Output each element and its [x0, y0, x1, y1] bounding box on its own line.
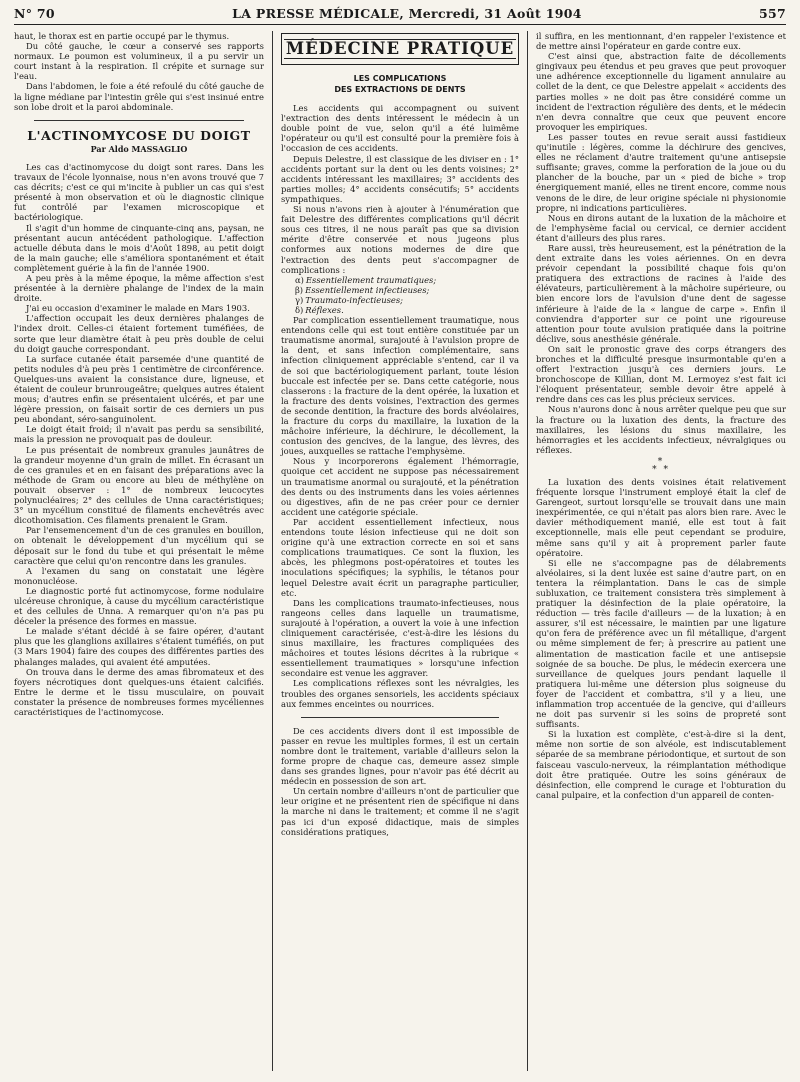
paragraph: J'ai eu occasion d'examiner le malade en Mars 1903. — [26, 303, 250, 314]
paragraph: Il s'agit d'un homme de cinquante-cinq ans, paysan, ne présentant aucun antécédent pathologique. L'affection actuelle débuta dans le mois d'Août 1898, au petit doigt de la main gauche; elle s'améliora spontanément et était complètement guérie à la fin de l'année 1900. — [14, 222, 264, 273]
newspaper-title: LA PRESSE MÉDICALE, Mercredi, 31 Août 1904 — [232, 6, 582, 21]
paragraph: Depuis Delestre, il est classique de les diviser en : 1° accidents portant sur la dent ou les dents voisines; 2° accidents intéressant les maxillaires; 3° accidents des parties molles; 4° accidents consécutifs; 5° accidents sympathiques. — [280, 153, 520, 204]
section-title: MÉDECINE PRATIQUE — [285, 39, 515, 58]
columns — [14, 31, 786, 1071]
list-item: δ) Réflexes. — [294, 304, 344, 315]
paragraph: Un certain nombre d'ailleurs n'ont de particulier que leur origine et ne présentent rien de spécifique ni dans la marche ni dans le traitement; et comme il ne s'agit pas ici d'un exposé didactique, mais de simples considérations pratiques, — [280, 786, 520, 837]
column-middle — [272, 31, 528, 1071]
paragraph: Dans l'abdomen, le foie a été refoulé du côté gauche de la ligne médiane par l'intestin grêle qui s'est insinué entre son lobe droit et la paroi abdominale. — [14, 81, 264, 112]
paragraph: La luxation des dents voisines était relativement fréquente lorsque l'instrument employé était la clef de Garengeot, surtout lorsqu'elle se trouvait dans une main inexpérimentée, ce qui n'était pas alors bien rare. Avec le davier méthodiquement manié, elle est tout à fait exceptionnelle, mais elle peut cependant se produire, même sans qu'il y ait à proprement parler faute opératoire. — [536, 476, 786, 558]
paragraph: A l'examen du sang on constatait une légère mononucléose. — [14, 565, 264, 586]
paragraph: Par l'ensemencement d'un de ces granules en bouillon, on obtenait le développement d'un mycélium qui se déposait sur le fond du tube et qui présentait le même caractère que celui qu'on rencontre dans les granules. — [14, 525, 264, 566]
paragraph: Le diagnostic porté fut actinomycose, forme nodulaire ulcéreuse chronique, à cause du mycélium caractéristique et des cellules de Unna. A remarquer qu'on n'a pas pu déceler la présence des formes en massue. — [14, 585, 264, 627]
list-item: β) Essentiellement infectieuses; — [294, 284, 430, 295]
paragraph: il suffira, en les mentionnant, d'en rappeler l'existence et de mettre ainsi l'opérateur en garde contre eux. — [536, 31, 786, 52]
paragraph: La surface cutanée était parsemée d'une quantité de petits nodules d'à peu près 1 centimètre de circonférence. Quelques-uns avaient la consistance dure, ligneuse, et étaient de couleur brunrougeâtre; quelques autres étaient mous; d'autres enfin se présentaient ulcérés, et par une légère pression, on faisait sortir de ces derniers un pus peu abondant, séro-sanguinolent. — [14, 353, 264, 425]
paragraph: De ces accidents divers dont il est impossible de passer en revue les multiples formes, il est un certain nombre dont le traitement, variable d'ailleurs selon la forme propre de chaque cas, demeure assez simple dans ses grandes lignes, pour n'avoir pas été décrit au médecin en possession de son art. — [280, 725, 520, 787]
subtitle-line: LES COMPLICATIONS — [353, 74, 447, 84]
paragraph: Nous en dirons autant de la luxation de la mâchoire et de l'emphysème facial ou cervical, ce dernier accident étant d'ailleurs des plus rares. — [536, 212, 786, 243]
paragraph: Les passer toutes en revue serait aussi fastidieux qu'inutile : légères, comme la déchirure des gencives, elles ne réclament d'autre traitement qu'une antisepsie suffisante; graves, comme la perforation de la joue ou du plancher de la bouche, par un « pied de biche » trop énergiquement manié, elles ne tirent encore, comme nous venons de le dire, de leur origine spéciale ni physionomie propre, ni indications particulières. — [536, 131, 786, 213]
section-separator-asterisks: * * * — [652, 456, 670, 475]
subtitle-line: DES EXTRACTIONS DE DENTS — [334, 85, 466, 95]
paragraph: Le pus présentait de nombreux granules jaunâtres de la grandeur moyenne d'un grain de millet. En écrasant un de ces granules et en en faisant des préparations avec la méthode de Gram ou encore au bleu de méthylène on pouvait observer : 1° de nombreux leucocytes polynucléaires; 2° des cellules de Unna caractéristiques; 3° un mycélium constitué de filaments enchevêtrés avec dicothomisation. Ces filaments prenaient le Gram. — [14, 444, 264, 526]
column-right — [536, 31, 786, 1071]
issue-number: N° 70 — [14, 6, 55, 21]
section-title-box — [281, 33, 519, 65]
list-item: α) Essentiellement traumatiques; — [294, 274, 437, 285]
paragraph: Nous y incorporerons également l'hémorragie, quoique cet accident ne suppose pas nécessairement un traumatisme anormal ou surajouté, et la pénétration des dents ou des instruments dans les voies aériennes ou digestives, afin de ne pas créer pour ce dernier accident une catégorie spéciale. — [280, 456, 520, 517]
paragraph: Les cas d'actinomycose du doigt sont rares. Dans les travaux de l'école lyonnaise, nous n'en avons trouvé que 7 cas décrits; c'est ce qui m'incite à publier un cas qui s'est présenté à mon observation et où le diagnostic clinique fut contrôlé par l'examen microscopique et bactériologique. — [14, 161, 264, 223]
divider — [34, 120, 244, 121]
complications-list — [295, 275, 519, 315]
paragraph: Le doigt était froid; il n'avait pas perdu sa sensibilité, mais la pression ne provoquait pas de douleur. — [14, 424, 264, 445]
paragraph: Si la luxation est complète, c'est-à-dire si la dent, même non sortie de son alvéole, est indiscutablement séparée de sa membrane périodontique, et surtout de son faisceau vasculo-nerveux, la réimplantation méthodique doit être pratiquée. Outre les soins généraux de désinfection, elle comprend le curage et l'obturation du canal pulpaire, et la confection d'un appareil de conten- — [536, 729, 786, 800]
paragraph: L'affection occupait les deux dernières phalanges de l'index droit. Celles-ci étaient fortement tuméfiées, de sorte que leur diamètre était à peu près double de celui du doigt gauche correspondant. — [14, 313, 264, 354]
article-byline: Par Aldo MASSAGLIO — [90, 143, 188, 154]
paragraph: Du côté gauche, le cœur a conservé ses rapports normaux. Le poumon est volumineux, il a pu servir un court instant à la respiration. Il crépite et surnage sur l'eau. — [14, 41, 264, 82]
paragraph: On trouva dans le derme des amas fibromateux et des foyers nécrotiques dont quelques-uns étaient calcifiés. Entre le derme et le tissu musculaire, on pouvait constater la présence de nombreuses formes mycéliennes caractéristiques de l'actinomycose. — [14, 666, 264, 717]
page-number: 557 — [758, 6, 786, 21]
paragraph: haut, le thorax est en partie occupé par le thymus. — [14, 31, 230, 41]
paragraph: Rare aussi, très heureusement, est la pénétration de la dent extraite dans les voies aériennes. On en devra prévoir cependant la possibilité chaque fois qu'on pratiquera des extractions de racines à l'aide des élévateurs, particulièrement à la mâchoire supérieure, ou bien encore lors de l'avulsion d'une dent de sagesse inférieure à l'aide de la « langue de carpe ». Enfin il conviendra d'apporter sur ce point une rigoureuse attention pour toute avulsion pratiquée dans la poitrine déclive, sous anesthésie générale. — [536, 242, 786, 344]
divider — [301, 717, 499, 718]
paragraph: Les accidents qui accompagnent ou suivent l'extraction des dents intéressent le médecin à un double point de vue, selon qu'il a été luimême l'opérateur ou qu'il est consulté pour la première fois à l'occasion de ces accidents. — [280, 103, 520, 154]
paragraph: Le malade s'étant décidé à se faire opérer, d'autant plus que les glanglions axillaires s'étaient tuméfiés, on put (3 Mars 1904) faire des coupes des différentes parties des phalanges malades, qui avaient été amputées. — [14, 626, 264, 667]
paragraph: Nous n'aurons donc à nous arrêter quelque peu que sur la fracture ou la luxation des dents, la fracture des maxillaires, les lésions du sinus maxillaire, les hémorragies et les accidents infectieux, névralgiques ou réflexes. — [536, 404, 786, 455]
paragraph: On sait le pronostic grave des corps étrangers des bronches et la difficulté presque insurmontable qu'en a offert l'extraction jusqu'à ces derniers jours. Le bronchoscope de Killian, dont M. Lermoyez s'est fait ici l'éloquent présentateur, semble devoir être appelé à rendre dans ces cas les plus précieux services. — [536, 343, 786, 405]
page-header — [14, 6, 786, 25]
paragraph: C'est ainsi que, abstraction faite de décollements gingivaux peu étendus et peu graves que peut provoquer une adhérence exceptionnelle du ligament annulaire au collet de la dent, ce que Delestre appelait « accidents des parties molles » ne doit pas être considéré comme un incident de l'extraction régulière des dents, et le médecin n'en devra connaître que ceux que peuvent encore provoquer les empiriques. — [536, 51, 786, 132]
article-subtitle — [281, 73, 519, 95]
article-title: L'ACTINOMYCOSE DU DOIGT — [27, 127, 251, 143]
paragraph: Par complication essentiellement traumatique, nous entendons celle qui est tout entière constituée par un traumatisme anormal, surajouté à l'avulsion propre de la dent, et sans infection complémentaire, sans infection cliniquement appréciable s'entend, car il va de soi que bactériologiquement parlant, toute lésion buccale est infectée per se. Dans cette catégorie, nous classerons : la fracture de la dent opérée, la luxation et la fracture des dents voisines, l'extraction des germes de seconde dentition, la fracture des bords alvéolaires, la fracture du corps du maxillaire, la luxation de la mâchoire inférieure, la déchirure, le décollement, la contusion des gencives, de la langue, des lèvres, des joues, auxquelles se rattache l'emphysème. — [280, 315, 520, 457]
paragraph: A peu près à la même époque, la même affection s'est présentée à la dernière phalange de l'index de la main droite. — [14, 272, 264, 304]
paragraph: Par accident essentiellement infectieux, nous entendons toute lésion infectieuse qui ne doit son origine qu'à une extraction correcte en soi et sans complications traumatiques. Ce sont la fluxion, les abcès, les phlegmons post-opératoires et toutes les inoculations spécifiques; la syphilis, le tétanos pour lequel Delestre avait écrit un paragraphe particulier, etc. — [280, 516, 520, 598]
paragraph: Les complications réflexes sont les névralgies, les troubles des organes sensoriels, les accidents spéciaux aux femmes enceintes ou nourrices. — [280, 678, 520, 709]
column-left — [14, 31, 264, 1071]
paragraph: Si nous n'avons rien à ajouter à l'énumération que fait Delestre des différentes complications qu'il décrit sous ces titres, il ne nous paraît pas que sa division mérite d'être conservée et nous jugeons plus conformes aux notions modernes de dire que l'extraction des dents peut s'accompagner de complications : — [280, 204, 520, 275]
paragraph: Si elle ne s'accompagne pas de délabrements alvéolaires, si la dent luxée est saine d'autre part, on en tentera la réimplantation. Dans le cas de simple subluxation, ce traitement consistera très simplement à pratiquer la désinfection de la plaie opératoire, la réduction — très facile d'ailleurs — de la luxation; à en assurer, s'il est nécessaire, le maintien par une ligature qu'on fera de préférence avec un fil métallique, d'argent ou même simplement de fer; à prescrire au patient une alimentation de mastication facile et une antisepsie soignée de sa bouche. De plus, le médecin exercera une surveillance de quelques jours pendant laquelle il pratiquera lui-même une détersion plus soigneuse du foyer de l'accident et combattra, s'il y a lieu, une inflammation trop accentuée de la gencive, qui d'ailleurs ne doit pas survenir si les soins de propreté sont suffisants. — [536, 557, 786, 730]
paragraph: Dans les complications traumato-infectieuses, nous rangeons celles dans laquelle un traumatisme, surajouté à l'opération, a ouvert la voie à une infection cliniquement caractérisée, c'est-à-dire les lésions du sinus maxillaire, les fractures compliquées des mâchoires et toutes lésions décrites à la rubrique « essentiellement traumatiques » lorsqu'une infection secondaire est venue les aggraver. — [280, 597, 520, 679]
list-item: γ) Traumato-infectieuses; — [294, 294, 403, 305]
